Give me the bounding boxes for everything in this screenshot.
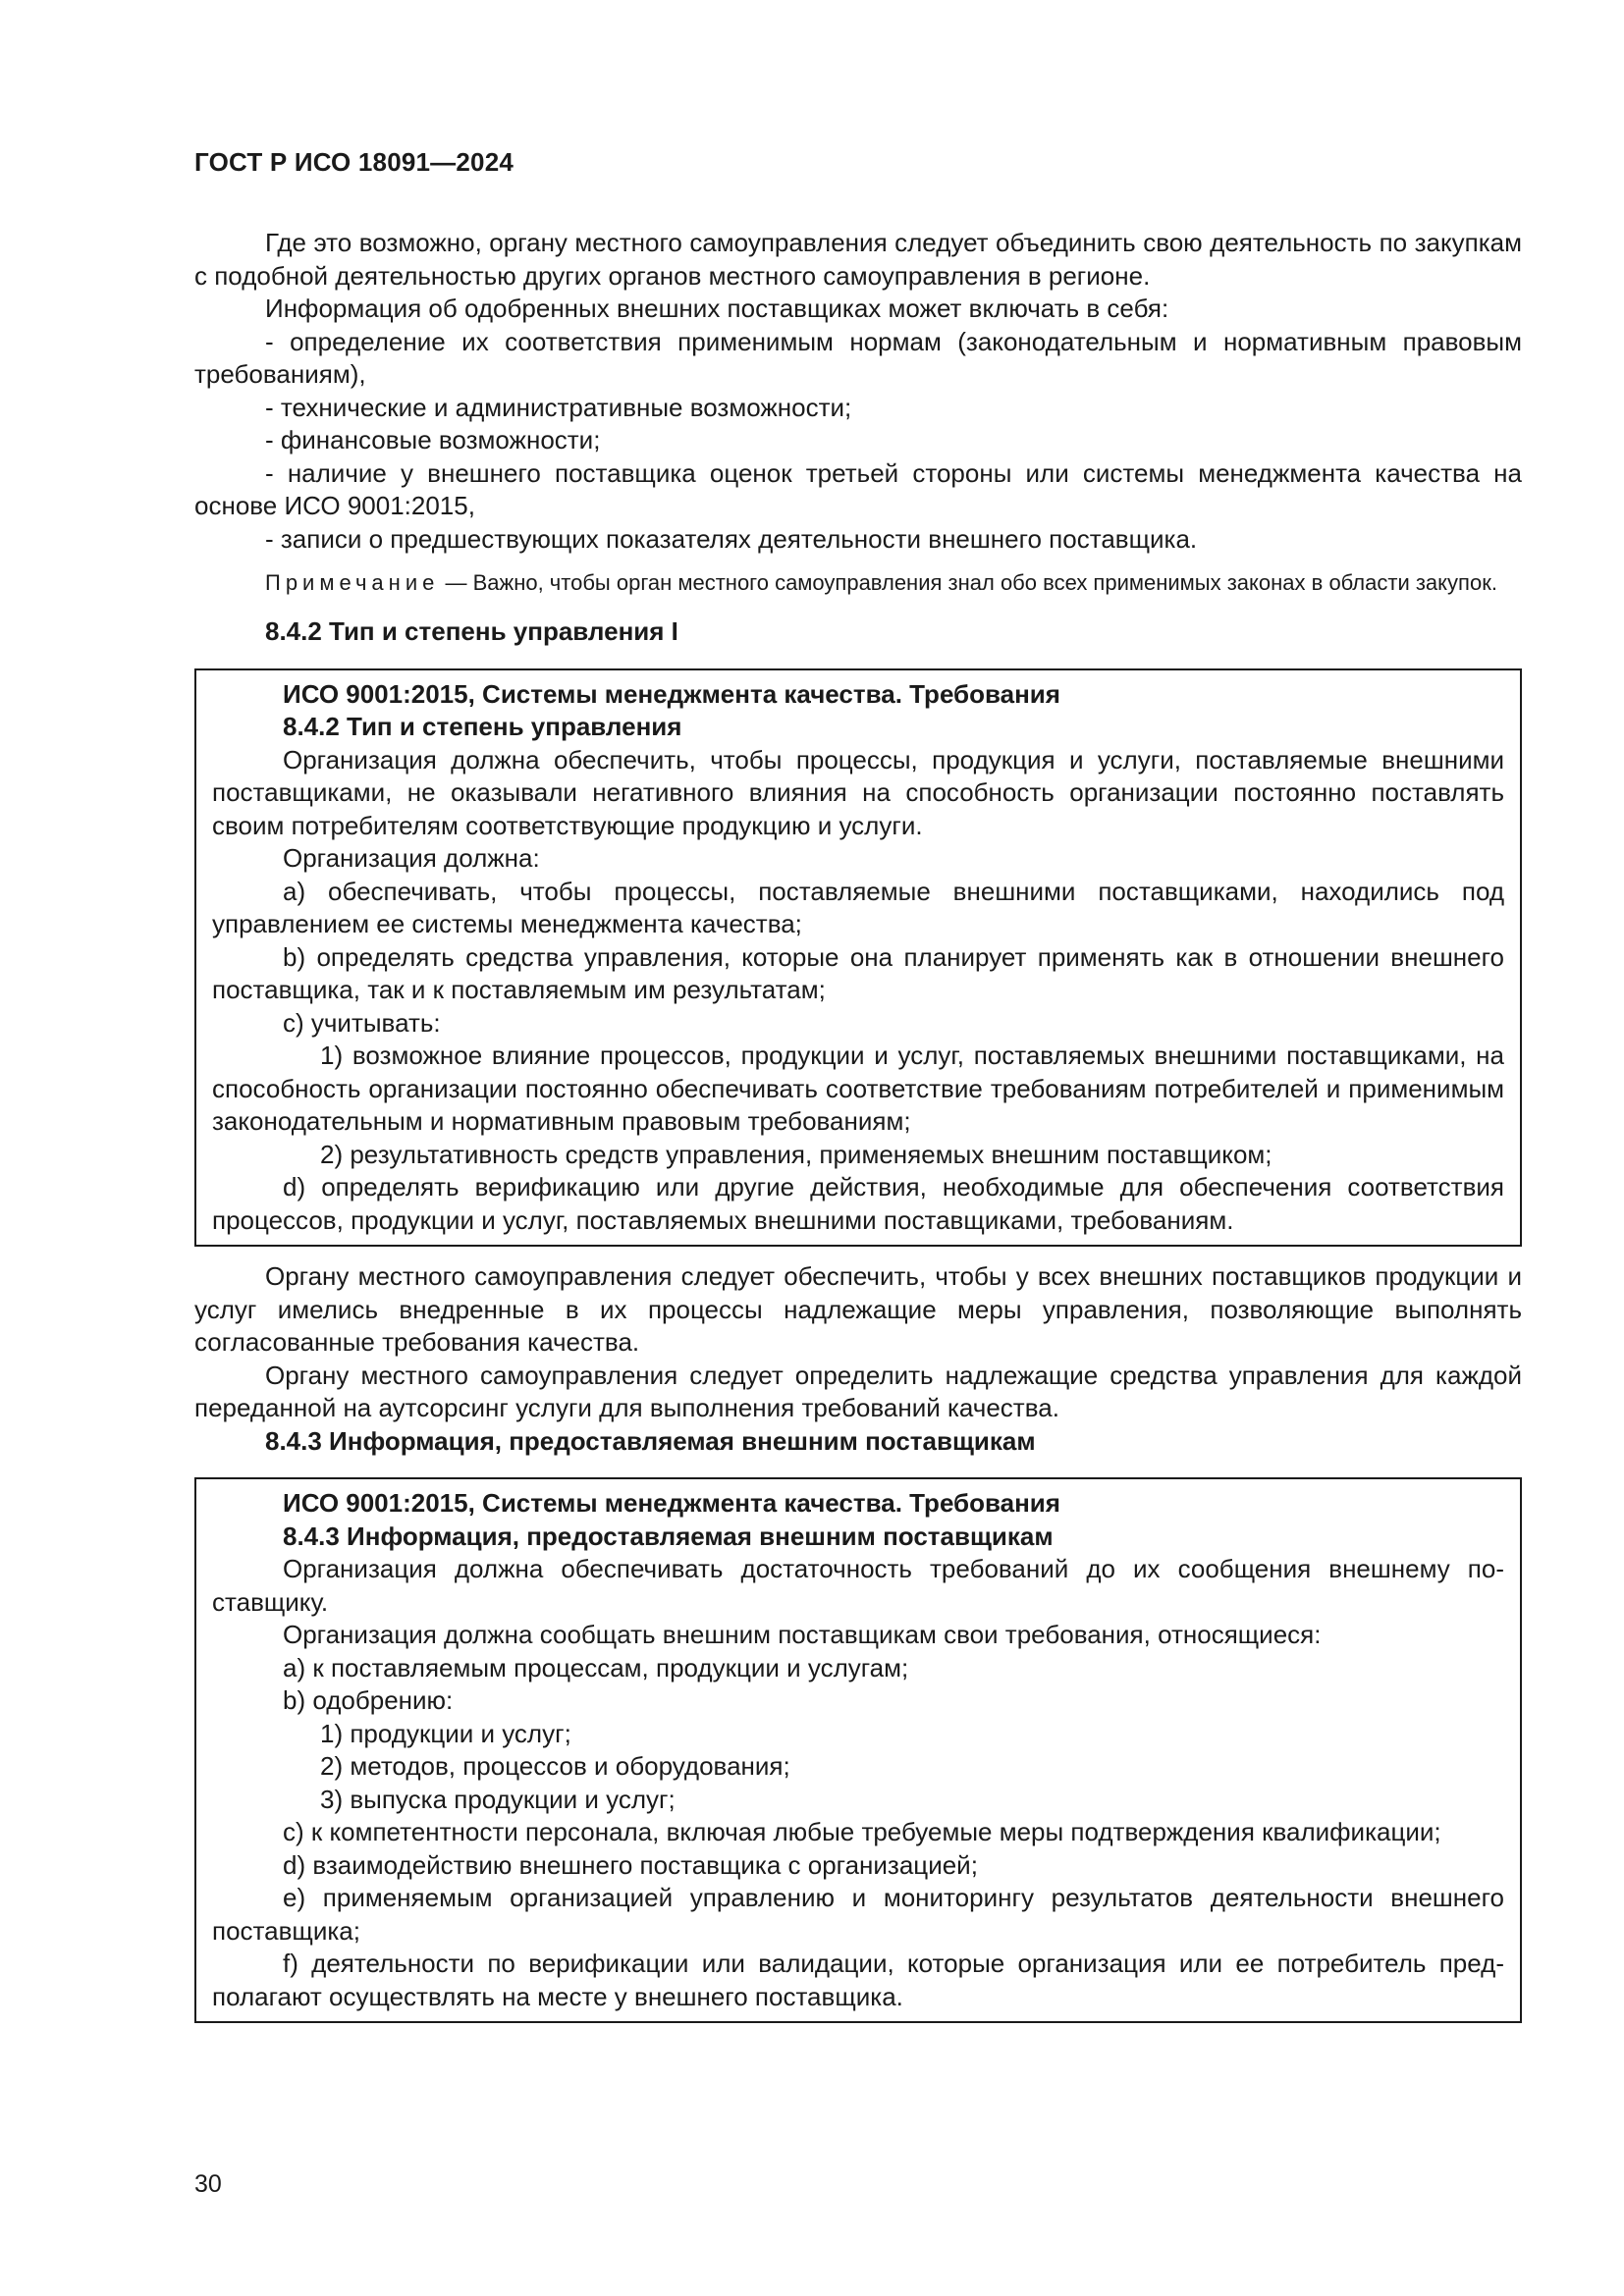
box-paragraph: Организация должна обеспечить, чтобы процессы, продукция и услуги, поставляемые внешними поставщиками, не оказывали негативного влияния на способность организации постоянно поставлять своим потребителям соответствующие продукцию и услуги. xyxy=(212,744,1504,840)
box-list-item: f) деятельности по верификации или валидации, которые организация или ее потребитель предполагают осуществлять на месте у внешнего поставщика. xyxy=(212,1949,1504,2011)
box-title: ИСО 9001:2015, Системы менеджмента качества. Требования xyxy=(283,678,1060,709)
box-paragraph: Организация должна обеспечивать достаточность требований до их сообщения внешнему поставщику. xyxy=(212,1554,1504,1617)
page-content xyxy=(194,227,1522,2023)
list-item: - наличие у внешнего поставщика оценок третьей стороны или системы менеджмента качества на основе ИСО 9001:2015, xyxy=(194,457,1522,520)
section-heading-8-4-2: 8.4.2 Тип и степень управления I xyxy=(265,616,678,646)
list-item: - определение их соответствия применимым нормам (законодательным и нормативным правовым требованиям), xyxy=(194,326,1522,389)
box-list-item: d) взаимодействию внешнего поставщика с организацией; xyxy=(283,1849,978,1880)
quote-box-8-4-3 xyxy=(194,1477,1522,2023)
box-list-item: е) применяемым организацией управлению и мониторингу результатов деятельности внешнего поставщика; xyxy=(212,1883,1504,1946)
box-list-item: b) определять средства управления, которые она планирует применять как в отношении внешнего поставщика, так и к поставляемым им результатам; xyxy=(212,941,1504,1004)
body-paragraph: Органу местного самоуправления следует обеспечить, чтобы у всех внешних поставщиков продукции и услуг имелись внедренные в их процессы надлежащие меры управления, позволяющие выполнять согласованные требования качества. xyxy=(194,1261,1522,1357)
box-paragraph: Организация должна сообщать внешним поставщикам свои требования, относящиеся: xyxy=(283,1620,1322,1649)
list-item: - записи о предшествующих показателях деятельности внешнего поставщика. xyxy=(265,523,1198,554)
box-sublist-item: 2) результативность средств управления, применяемых внешним поставщиком; xyxy=(320,1139,1272,1169)
box-list-item: с) учитывать: xyxy=(283,1007,441,1038)
box-list-item: с) к компетентности персонала, включая любые требуемые меры подтверждения квалификации; xyxy=(283,1817,1441,1846)
note-label: Примечание xyxy=(265,570,440,595)
box-list-item: а) обеспечивать, чтобы процессы, поставляемые внешними поставщиками, находились под управлением ее системы менеджмента качества; xyxy=(212,876,1504,938)
box-sublist-item: 3) выпуска продукции и услуг; xyxy=(320,1784,676,1814)
box-list-item: d) определять верификацию или другие действия, необходимые для обеспечения соответствия процессов, продукции и услуг, поставляемых внешними поставщиками, требованиям. xyxy=(212,1172,1504,1235)
box-list-item: а) к поставляемым процессам, продукции и услугам; xyxy=(283,1652,909,1682)
quote-box-8-4-2 xyxy=(194,668,1522,1248)
box-title: ИСО 9001:2015, Системы менеджмента качества. Требования xyxy=(283,1488,1060,1518)
list-item: - финансовые возможности; xyxy=(265,425,601,454)
box-sublist-item: 1) возможное влияние процессов, продукции и услуг, поставляемых внешними поставщиками, на способность организации постоянно обеспечивать соответствие требованиям потребителей и применимым законодательным и нормативным правовым требованиям; xyxy=(212,1041,1504,1136)
intro-paragraph: Информация об одобренных внешних поставщиках может включать в себя: xyxy=(265,294,1169,323)
box-subtitle: 8.4.2 Тип и степень управления xyxy=(283,712,682,741)
section-heading-8-4-3: 8.4.3 Информация, предоставляемая внешним поставщикам xyxy=(265,1425,1036,1456)
note-text: — Важно, чтобы орган местного самоуправления знал обо всех применимых законах в области закупок. xyxy=(439,570,1497,595)
intro-paragraph: Где это возможно, органу местного самоуправления следует объединить свою деятельность по закупкам с подобной деятельностью других органов местного самоуправления в регионе. xyxy=(194,228,1522,291)
page-number: 30 xyxy=(194,2170,222,2198)
body-paragraph: Органу местного самоуправления следует определить надлежащие средства управления для каждой переданной на аутсорсинг услуги для выполнения требований качества. xyxy=(194,1360,1522,1422)
box-paragraph: Организация должна: xyxy=(283,843,540,873)
box-sublist-item: 1) продукции и услуг; xyxy=(320,1718,571,1748)
document-header: ГОСТ Р ИСО 18091—2024 xyxy=(194,147,514,177)
box-subtitle: 8.4.3 Информация, предоставляемая внешним поставщикам xyxy=(283,1521,1054,1551)
box-list-item: b) одобрению: xyxy=(283,1685,454,1715)
note xyxy=(194,567,1522,598)
list-item: - технические и административные возможности; xyxy=(265,392,852,422)
box-sublist-item: 2) методов, процессов и оборудования; xyxy=(320,1751,790,1781)
